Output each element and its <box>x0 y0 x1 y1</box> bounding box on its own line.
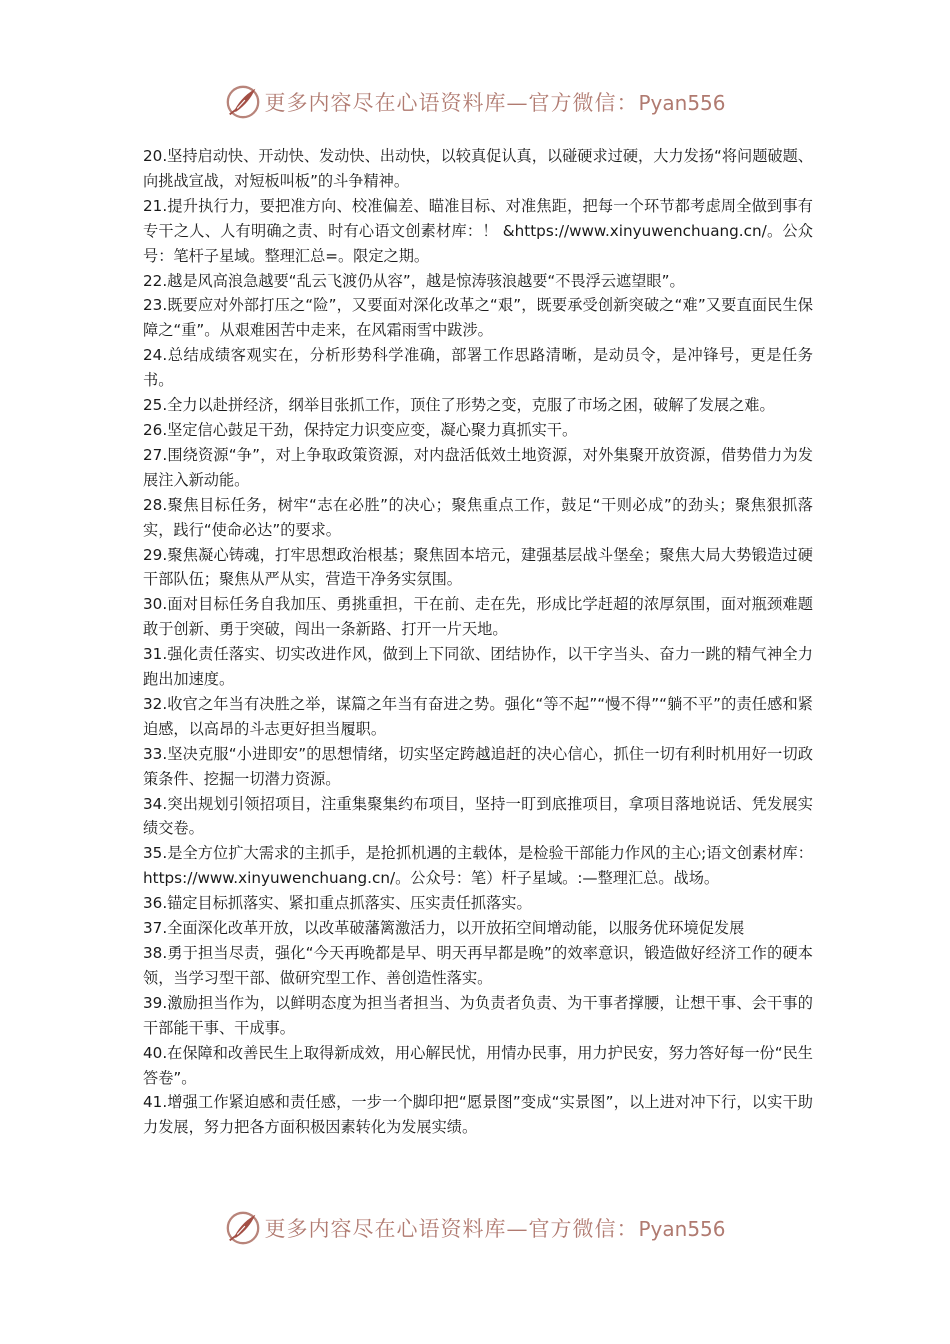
paragraph: 26.坚定信心鼓足干劲，保持定力识变应变，凝心聚力真抓实干。 <box>143 420 578 439</box>
paragraph: 39.激励担当作为，以鲜明态度为担当者担当、为负责者负责、为干事者撑腰，让想干事、会干事的干部能干事、干成事。 <box>143 993 813 1037</box>
paragraph: 24.总结成绩客观实在，分析形势科学准确，部署工作思路清晰，是动员令，是冲锋号，更是任务书。 <box>143 346 813 390</box>
footer-banner <box>0 1206 950 1250</box>
paragraph: 34.突出规划引领招项目，注重集聚集约布项目，坚持一盯到底推项目，拿项目落地说话、凭发展实绩交卷。 <box>143 794 813 838</box>
paragraph: 35.是全方位扩大需求的主抓手，是抢抓机遇的主载体，是检验干部能力作风的主心;语文创素材库：https://www.xinyuwenchuang.cn/。公众号：笔）杆子星域。:—整理汇总。战场。 <box>143 844 813 888</box>
paragraph: 27.围绕资源“争”，对上争取政策资源，对内盘活低效土地资源，对外集聚开放资源，借势借力为发展注入新动能。 <box>143 445 813 489</box>
document-body <box>143 144 813 1140</box>
quill-logo-icon <box>224 1209 262 1247</box>
paragraph: 30.面对目标任务自我加压、勇挑重担，干在前、走在先，形成比学赶超的浓厚氛围，面对瓶颈难题敢于创新、勇于突破，闯出一条新路、打开一片天地。 <box>143 595 813 639</box>
paragraph: 36.锚定目标抓落实、紧扣重点抓落实、压实责任抓落实。 <box>143 894 532 913</box>
paragraph: 20.坚持启动快、开动快、发动快、出动快，以较真促认真，以碰硬求过硬，大力发扬“将问题破题、向挑战宣战，对短板叫板”的斗争精神。 <box>143 147 813 190</box>
paragraph: 28.聚焦目标任务，树牢“志在必胜”的决心；聚焦重点工作，鼓足“干则必成”的劲头；聚焦狠抓落实，践行“使命必达”的要求。 <box>143 495 813 539</box>
paragraph: 23.既要应对外部打压之“险”，又要面对深化改革之“艰”，既要承受创新突破之“难”又要直面民生保障之“重”。从艰难困苦中走来，在风霜雨雪中跋涉。 <box>143 296 813 340</box>
paragraph: 33.坚决克服“小进即安”的思想情绪，切实坚定跨越追赶的决心信心，抓住一切有利时机用好一切政策条件、挖掘一切潜力资源。 <box>143 744 813 788</box>
paragraph: 21.提升执行力，要把准方向、校准偏差、瞄准目标、对准焦距，把每一个环节都考虑周全做到事有专干之人、人有明确之责、时有心语文创素材库：！ &https://www.xinyuwenchuang.cn/。公众号：笔杆子星域。整理汇总=。限定之期。 <box>143 196 813 265</box>
paragraph: 22.越是风高浪急越要“乱云飞渡仍从容”，越是惊涛骇浪越要“不畏浮云遮望眼”。 <box>143 271 685 290</box>
paragraph: 32.收官之年当有决胜之举，谋篇之年当有奋进之势。强化“等不起”“慢不得”“躺不平”的责任感和紧迫感，以高昂的斗志更好担当履职。 <box>143 694 813 738</box>
paragraph: 31.强化责任落实、切实改进作风，做到上下同欲、团结协作，以干字当头、奋力一跳的精气神全力跑出加速度。 <box>143 645 813 689</box>
header-banner <box>0 80 950 124</box>
paragraph: 41.增强工作紧迫感和责任感，一步一个脚印把“愿景图”变成“实景图”，以上进对冲下行，以实干助力发展，努力把各方面积极因素转化为发展实绩。 <box>143 1093 813 1137</box>
footer-wechat-id: Pyan556 <box>638 1217 726 1241</box>
paragraph: 25.全力以赴拼经济，纲举目张抓工作，顶住了形势之变，克服了市场之困，破解了发展之难。 <box>143 396 775 415</box>
footer-banner-text: 更多内容尽在心语资料库—官方微信：Pyan556 <box>264 1217 726 1241</box>
header-wechat-id: Pyan556 <box>638 91 726 115</box>
paragraph: 37.全面深化改革开放，以改革破藩篱激活力，以开放拓空间增动能，以服务优环境促发展 <box>143 919 745 938</box>
paragraph: 29.聚焦凝心铸魂，打牢思想政治根基；聚焦固本培元，建强基层战斗堡垒；聚焦大局大势锻造过硬干部队伍；聚焦从严从实，营造干净务实氛围。 <box>143 545 813 589</box>
quill-logo-icon <box>224 83 262 121</box>
paragraph: 38.勇于担当尽责，强化“今天再晚都是早、明天再早都是晚”的效率意识，锻造做好经济工作的硬本领，当学习型干部、做研究型工作、善创造性落实。 <box>143 944 813 987</box>
paragraph: 40.在保障和改善民生上取得新成效，用心解民忧，用情办民事，用力护民安，努力答好每一份“民生答卷”。 <box>143 1043 813 1087</box>
header-banner-text: 更多内容尽在心语资料库—官方微信：Pyan556 <box>264 91 726 115</box>
